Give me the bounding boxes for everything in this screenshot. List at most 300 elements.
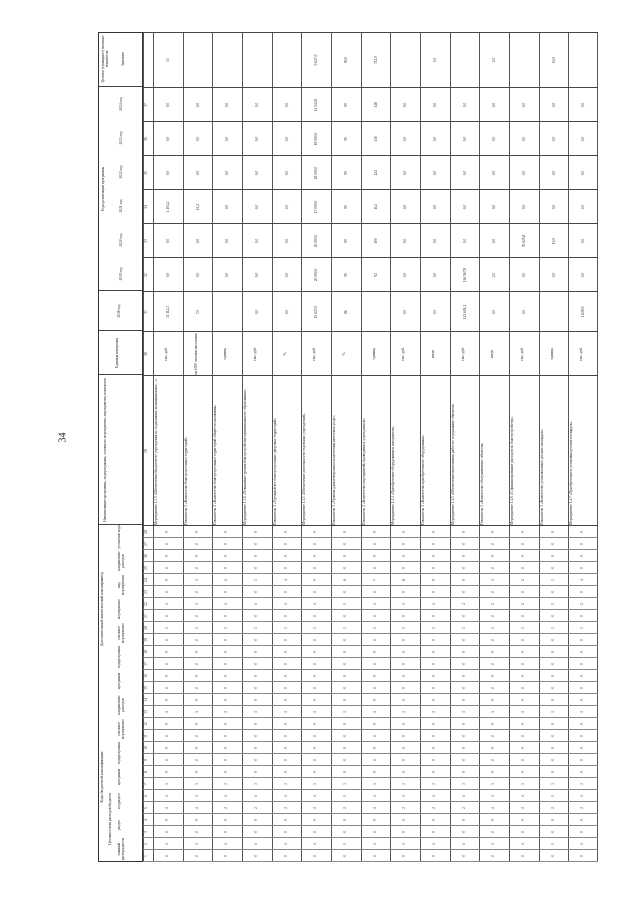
code-cell: 0 <box>253 723 258 725</box>
row-year-value: 0,0 <box>284 102 289 108</box>
code-cell: 0 <box>164 639 169 641</box>
header-divider <box>99 330 142 331</box>
code-cell: 0 <box>491 723 496 725</box>
code-cell: 0 <box>342 663 347 665</box>
code-cell: 1 <box>491 579 496 581</box>
code-cell: 0 <box>550 735 555 737</box>
row-year-value: 0,0 <box>551 136 556 142</box>
code-cell: 0 <box>461 579 466 581</box>
code-cell: 0 <box>253 747 258 749</box>
row-year-value: 0,0 <box>284 170 289 176</box>
code-cell: 0 <box>342 735 347 737</box>
row-total-value: 9 627,0 <box>314 54 319 66</box>
row-year-value: 0,0 <box>403 238 408 244</box>
code-cell: 0 <box>431 735 436 737</box>
row-year-value: 17 000,0 <box>314 200 319 214</box>
code-cell: 1 <box>461 795 466 797</box>
code-cell: 2 <box>520 603 525 605</box>
code-cell: 0 <box>224 591 229 593</box>
row-year-value: 0,0 <box>284 272 289 278</box>
row-total-value <box>463 32 468 88</box>
code-cell: 0 <box>283 699 288 701</box>
code-cell: 0 <box>550 543 555 545</box>
row-name: Мероприятие 1.3.5 «Обеспечение бюджетного учреждения по содержанию муниципальных ...» <box>154 378 158 525</box>
code-cell: 0 <box>402 675 407 677</box>
code-cell: 0 <box>313 543 318 545</box>
code-cell: 0 <box>550 531 555 533</box>
code-cell: 0 <box>313 723 318 725</box>
code-cell: 0 <box>461 531 466 533</box>
code-cell: 0 <box>372 699 377 701</box>
row-year-value: 136 <box>373 136 378 142</box>
code-cell: 0 <box>313 567 318 569</box>
code-cell: 0 <box>164 531 169 533</box>
code-cell: 1 <box>491 843 496 845</box>
code-cell: 0 <box>164 855 169 857</box>
code-cell: 0 <box>461 675 466 677</box>
code-cell: 3 <box>491 627 496 629</box>
column-divider <box>143 585 598 586</box>
code-cell: 0 <box>491 735 496 737</box>
code-cell: 0 <box>520 651 525 653</box>
row-year-value: 90 <box>343 239 348 243</box>
code-cell: 7 <box>372 579 377 581</box>
code-cell: 0 <box>253 555 258 557</box>
code-cell: 2 <box>520 579 525 581</box>
code-cell: 0 <box>164 675 169 677</box>
code-cell: 0 <box>342 567 347 569</box>
code-cell: 0 <box>550 699 555 701</box>
code-cell: 0 <box>313 639 318 641</box>
code-cell: 0 <box>431 651 436 653</box>
code-cell: 0 <box>491 747 496 749</box>
header-divider <box>99 290 142 291</box>
row-base-value: 0,0 <box>284 309 289 315</box>
code-cell: 0 <box>194 591 199 593</box>
code-cell: 0 <box>520 687 525 689</box>
column-number: 11 <box>144 734 148 738</box>
extra-col-header: подпрограмма <box>117 646 121 668</box>
code-cell: 0 <box>283 639 288 641</box>
row-year-value: 92 <box>373 273 378 277</box>
program-col-header: программа <box>117 768 121 786</box>
column-number: 1 <box>144 855 148 857</box>
code-cell: 0 <box>283 543 288 545</box>
code-cell: 1 <box>224 843 229 845</box>
column-number: 24 <box>144 578 148 582</box>
code-cell: 0 <box>550 591 555 593</box>
code-cell: 1 <box>313 843 318 845</box>
row-name: Мероприятие 1.4.6 «Софинансирование расходов по благоустройству» <box>510 416 514 525</box>
code-cell: 1 <box>194 579 199 581</box>
row-name: Показатель 1 «Количество приобретенного оборудования» <box>421 435 425 525</box>
column-divider <box>143 801 598 802</box>
code-cell: 1 <box>253 711 258 713</box>
row-year-value: 90 <box>343 273 348 277</box>
code-cell: 0 <box>313 591 318 593</box>
code-cell: 2 <box>164 807 169 809</box>
code-cell: 0 <box>313 771 318 773</box>
column-divider <box>143 669 598 670</box>
code-cell: 0 <box>520 759 525 761</box>
row-divider <box>143 32 144 862</box>
code-cell: 0 <box>461 567 466 569</box>
code-cell: 0 <box>550 651 555 653</box>
code-cell: 2 <box>253 807 258 809</box>
code-cell: 0 <box>431 747 436 749</box>
code-cell: 0 <box>402 735 407 737</box>
code-cell: 0 <box>461 639 466 641</box>
code-cell: 0 <box>253 735 258 737</box>
row-name: Мероприятие 1.4.4 «Приобретение оборудования и материалов» <box>391 426 396 525</box>
code-cell: 0 <box>580 699 585 701</box>
code-cell: 0 <box>520 615 525 617</box>
row-year-value: 0,0 <box>254 102 259 108</box>
code-cell: 1 <box>372 795 377 797</box>
code-cell: 0 <box>520 855 525 857</box>
row-total-value <box>255 32 260 88</box>
code-cell: 0 <box>342 531 347 533</box>
code-cell: 3 <box>283 783 288 785</box>
code-cell: 0 <box>550 747 555 749</box>
row-base-value <box>552 292 557 332</box>
code-cell: 3 <box>253 627 258 629</box>
row-year-value: 124 <box>373 170 378 176</box>
column-divider <box>143 861 598 862</box>
column-divider <box>143 573 598 574</box>
code-cell: 0 <box>283 615 288 617</box>
code-cell: 0 <box>313 735 318 737</box>
code-cell: 0 <box>491 663 496 665</box>
code-cell: 0 <box>283 735 288 737</box>
code-cell: 0 <box>194 819 199 821</box>
code-cell: 0 <box>342 747 347 749</box>
row-year-value: 20 000,0 <box>314 234 319 248</box>
code-cell: 0 <box>283 567 288 569</box>
code-cell: 0 <box>580 531 585 533</box>
row-year-value: 0,0 <box>225 272 230 278</box>
row-name: Показатель 2 «Количество благоустроенных территорий общего пользования» <box>213 404 218 525</box>
code-cell: 0 <box>164 651 169 653</box>
code-cell: 0 <box>224 531 229 533</box>
row-year-value: 76 625,8 <box>521 234 526 248</box>
year-col-header: 2021 год <box>119 199 123 213</box>
row-name: Показатель 2 «Количество мероприятий, проведенных учреждением» <box>361 418 366 525</box>
column-divider <box>143 621 598 622</box>
row-unit: штук <box>430 350 435 358</box>
column-number: 12 <box>144 722 148 726</box>
row-unit: тыс. руб. <box>401 347 406 361</box>
base-year-header: 2018 год <box>117 304 121 318</box>
code-cell: 2 <box>224 579 229 581</box>
row-year-value: 0,0 <box>403 136 408 142</box>
code-cell: 0 <box>342 651 347 653</box>
code-cell: 1 <box>431 603 436 605</box>
table-body <box>143 32 598 862</box>
code-cell: 0 <box>283 819 288 821</box>
code-cell: 1 <box>313 795 318 797</box>
row-total-value <box>581 32 586 88</box>
code-cell: 0 <box>431 819 436 821</box>
column-divider <box>143 223 598 224</box>
code-cell: 2 <box>194 807 199 809</box>
row-year-value: 0,0 <box>432 136 437 142</box>
code-cell: 0 <box>342 723 347 725</box>
code-cell: 0 <box>402 663 407 665</box>
code-cell: 0 <box>461 699 466 701</box>
code-cell: 0 <box>402 699 407 701</box>
code-cell: 0 <box>283 747 288 749</box>
code-cell: 0 <box>491 831 496 833</box>
code-cell: 0 <box>491 591 496 593</box>
row-name: Мероприятие 1.4.7 «Приобретение и установка детских площадок» <box>569 421 574 525</box>
code-cell: 3 <box>342 627 347 629</box>
row-unit: тыс. руб. <box>519 347 524 361</box>
code-cell: 2 <box>550 603 555 605</box>
code-cell: 0 <box>194 567 199 569</box>
code-cell: 0 <box>461 591 466 593</box>
column-divider <box>143 609 598 610</box>
code-cell: 0 <box>520 831 525 833</box>
code-cell: 0 <box>402 639 407 641</box>
code-cell: 2 <box>461 603 466 605</box>
code-cell: 0 <box>224 555 229 557</box>
code-cell: 0 <box>342 759 347 761</box>
row-year-value: 0,0 <box>254 136 259 142</box>
row-base-value: 0,0 <box>521 309 526 315</box>
code-cell: 0 <box>313 687 318 689</box>
code-cell: 1 <box>194 603 199 605</box>
row-year-value: 0,0 <box>165 170 170 176</box>
code-cell: 0 <box>461 819 466 821</box>
code-cell: 0 <box>461 759 466 761</box>
code-cell: 0 <box>580 723 585 725</box>
code-cell: 1 <box>283 603 288 605</box>
code-cell: 0 <box>313 555 318 557</box>
code-cell: 1 <box>342 603 347 605</box>
column-number: 31 <box>144 310 148 314</box>
row-year-value: 0,0 <box>165 136 170 142</box>
code-cell: 0 <box>520 555 525 557</box>
row-year-value: 0,0 <box>551 170 556 176</box>
row-name: Мероприятие 1.4.5 «Обеспечение выполнения работ по содержанию объектов» <box>450 403 455 525</box>
column-divider <box>143 331 598 332</box>
code-cell: 3 <box>372 627 377 629</box>
code-cell: 2 <box>224 807 229 809</box>
column-number: 22 <box>144 602 148 606</box>
code-cell: 1 <box>342 795 347 797</box>
row-year-value: 0,0 <box>581 204 586 210</box>
row-base-value: 0,0 <box>403 309 408 315</box>
code-cell: 4 <box>580 579 585 581</box>
row-base-value: 0,0 <box>432 309 437 315</box>
row-year-value: 0,0 <box>462 102 467 108</box>
code-cell: 3 <box>253 579 258 581</box>
column-number: 2 <box>144 843 148 845</box>
row-unit: тыс. руб. <box>163 347 168 361</box>
code-cell: 0 <box>342 771 347 773</box>
column-divider <box>143 121 598 122</box>
column-number: 10 <box>144 746 148 750</box>
code-cell: 0 <box>194 831 199 833</box>
code-cell: 0 <box>461 831 466 833</box>
code-cell: 0 <box>342 687 347 689</box>
row-year-value: 0,0 <box>581 170 586 176</box>
budget-group-label: Коды бюджетной классификации <box>100 751 104 803</box>
code-cell: 4 <box>283 579 288 581</box>
code-cell: 0 <box>431 675 436 677</box>
code-cell: 0 <box>372 735 377 737</box>
row-name: Показатель 1 «Количество благоустроенных территорий» <box>183 436 188 525</box>
row-name: Мероприятие 1.3.6 «Повышение уровня благоустройства муниципального образования» <box>243 389 247 525</box>
code-cell: 1 <box>520 711 525 713</box>
row-year-value: 0,0 <box>195 272 200 278</box>
code-cell: 0 <box>520 819 525 821</box>
code-cell: 0 <box>402 591 407 593</box>
row-year-value: 0,0 <box>403 204 408 210</box>
unit-col-header: Единица измерения <box>115 337 119 369</box>
code-cell: 0 <box>313 747 318 749</box>
column-divider <box>143 32 598 33</box>
code-cell: 0 <box>520 771 525 773</box>
row-year-value: 0,0 <box>462 204 467 210</box>
column-divider <box>143 777 598 778</box>
row-year-value: 0,0 <box>492 238 497 244</box>
row-year-value: 0,0 <box>462 238 467 244</box>
code-cell: 0 <box>402 771 407 773</box>
code-cell: 0 <box>550 831 555 833</box>
column-number: 16 <box>144 674 148 678</box>
code-cell: 0 <box>283 531 288 533</box>
name-col-header: Наименование программы, подпрограммы, основного мероприятия, мероприятия, показателя <box>103 378 107 522</box>
row-year-value: 112 <box>373 204 378 210</box>
row-base-value: 0,0 <box>254 309 259 315</box>
code-cell: 0 <box>224 831 229 833</box>
column-divider <box>143 257 598 258</box>
column-divider <box>143 597 598 598</box>
code-cell: 3 <box>461 783 466 785</box>
column-number: 27 <box>144 542 148 546</box>
code-cell: 0 <box>313 759 318 761</box>
row-year-value: 0,0 <box>284 136 289 142</box>
column-number: 25 <box>144 566 148 570</box>
row-year-value: 0,0 <box>521 170 526 176</box>
code-cell: 0 <box>164 735 169 737</box>
code-cell: 0 <box>164 759 169 761</box>
year-col-header: 2023 год <box>119 131 123 145</box>
final-group-label: Целевое (суммарное) значение показателя <box>101 35 110 83</box>
code-cell: 0 <box>313 819 318 821</box>
row-year-value: 0,0 <box>521 204 526 210</box>
code-cell: 0 <box>342 591 347 593</box>
column-divider <box>143 849 598 850</box>
code-cell: 0 <box>580 567 585 569</box>
code-cell: 0 <box>372 675 377 677</box>
code-cell: 0 <box>491 639 496 641</box>
year-col-header: 2024 год <box>119 97 123 111</box>
code-cell: 0 <box>491 675 496 677</box>
code-cell: 0 <box>461 663 466 665</box>
row-year-value: 90 <box>343 171 348 175</box>
code-cell: 0 <box>283 855 288 857</box>
code-cell: 0 <box>580 651 585 653</box>
code-cell: 0 <box>580 687 585 689</box>
code-cell: 3 <box>580 627 585 629</box>
code-cell: 0 <box>491 615 496 617</box>
row-unit: единиц <box>223 348 228 360</box>
code-cell: 0 <box>550 675 555 677</box>
code-cell: 3 <box>580 783 585 785</box>
code-cell: 1 <box>224 795 229 797</box>
column-number: 32 <box>144 273 148 277</box>
row-base-value <box>374 292 379 332</box>
code-cell: 0 <box>580 555 585 557</box>
code-cell: 0 <box>194 723 199 725</box>
code-cell: 0 <box>283 591 288 593</box>
row-base-value: 15 627,0 <box>314 305 319 319</box>
code-cell: 0 <box>520 531 525 533</box>
code-cell: 0 <box>580 543 585 545</box>
code-cell: 0 <box>372 639 377 641</box>
budget-sub-label: Целевая статья расходов бюджета <box>108 793 112 845</box>
row-unit: % <box>341 352 346 356</box>
row-total-value <box>522 32 527 88</box>
code-cell: 0 <box>164 771 169 773</box>
column-divider <box>143 705 598 706</box>
row-year-value: 0,0 <box>462 136 467 142</box>
row-base-value: 31 112,3 <box>165 305 170 319</box>
code-cell: 0 <box>372 723 377 725</box>
code-cell: 0 <box>550 771 555 773</box>
code-cell: 0 <box>283 687 288 689</box>
row-name: Показатель 1 «Количество установленных детских площадок» <box>539 429 544 525</box>
code-cell: 0 <box>580 663 585 665</box>
row-total-value: 90,0 <box>343 56 348 64</box>
code-cell: 0 <box>372 543 377 545</box>
code-cell: 1 <box>313 603 318 605</box>
code-cell: 0 <box>283 555 288 557</box>
code-cell: 0 <box>431 663 436 665</box>
code-cell: 0 <box>342 819 347 821</box>
column-number: 15 <box>144 686 148 690</box>
code-cell: 0 <box>253 699 258 701</box>
code-cell: 1 <box>402 603 407 605</box>
code-cell: 0 <box>194 651 199 653</box>
row-year-value: 0,0 <box>492 102 497 108</box>
column-divider <box>143 375 598 376</box>
code-cell: 1 <box>402 843 407 845</box>
code-cell: 1 <box>580 795 585 797</box>
code-cell: 1 <box>342 711 347 713</box>
code-cell: 3 <box>224 627 229 629</box>
code-cell: 0 <box>372 663 377 665</box>
code-cell: 0 <box>164 567 169 569</box>
table-header <box>98 32 143 862</box>
code-cell: 0 <box>164 615 169 617</box>
extra-col-header: основное мероприятие <box>117 623 126 643</box>
row-year-value: 0,0 <box>432 170 437 176</box>
code-cell: 1 <box>580 711 585 713</box>
code-cell: 0 <box>372 555 377 557</box>
code-cell: 1 <box>520 795 525 797</box>
code-cell: 3 <box>283 627 288 629</box>
code-cell: 1 <box>580 843 585 845</box>
row-year-value: 0,0 <box>432 102 437 108</box>
column-divider <box>143 789 598 790</box>
row-total-value: 712,0 <box>373 55 378 65</box>
row-year-value: 0,0 <box>195 238 200 244</box>
code-cell: 3 <box>491 783 496 785</box>
